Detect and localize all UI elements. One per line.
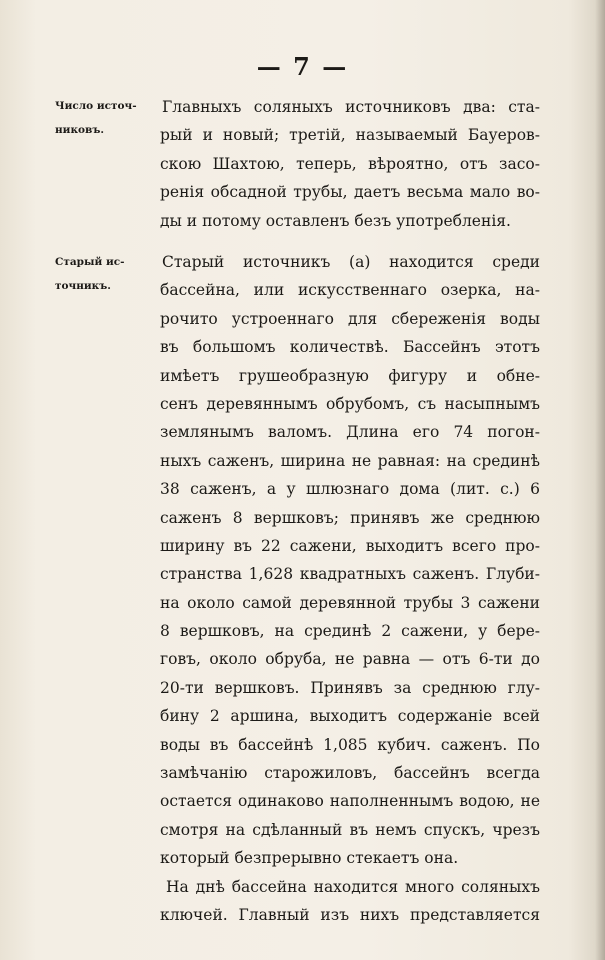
text-line: ширину въ 22 сажени, выходитъ всего про-: [160, 536, 540, 555]
text-line: странства 1,628 квадратныхъ саженъ. Глуби-: [160, 565, 540, 584]
margin-note-number-of-springs: [55, 94, 150, 142]
text-line: ныхъ саженъ, ширина не равная: на срединѣ: [160, 451, 540, 470]
margin-note-line: Число источ-: [55, 100, 137, 112]
text-line: въ большомъ количествѣ. Бассейнъ этотъ: [160, 338, 540, 357]
page-edge-shadow: [595, 0, 605, 960]
text-line: бину 2 аршина, выходитъ содержаніе всей: [160, 707, 540, 726]
text-line: ключей. Главный изъ нихъ представляется: [160, 905, 540, 924]
text-line: На днѣ бассейна находится много соляныхъ: [166, 877, 540, 896]
text-line: Главныхъ соляныхъ источниковъ два: ста-: [162, 98, 540, 116]
margin-note-line: никовъ.: [55, 124, 105, 136]
paragraph-old-spring: [160, 248, 540, 929]
text-line: скою Шахтою, теперь, вѣроятно, отъ засо-: [160, 154, 540, 173]
paragraph-main-springs: [160, 93, 540, 235]
margin-note-line: точникъ.: [55, 280, 111, 292]
text-line: 38 саженъ, а у шлюзнаго дома (лит. с.) 6: [160, 480, 540, 499]
text-line: ренія обсадной трубы, даетъ весьма мало во-: [160, 183, 540, 202]
text-line: ды и потому оставленъ безъ употребленія.: [160, 211, 511, 230]
text-line: сенъ деревяннымъ обрубомъ, съ насыпнымъ: [160, 394, 540, 413]
text-line: бассейна, или искусственнаго озерка, на-: [160, 281, 540, 300]
page-number: — 7 —: [256, 52, 349, 81]
margin-note-old-spring: [55, 250, 150, 298]
text-line: смотря на сдѣланный въ немъ спускъ, чрезъ: [160, 820, 540, 839]
text-line: воды въ бассейнѣ 1,085 кубич. саженъ. По: [160, 735, 540, 754]
text-line: замѣчанію старожиловъ, бассейнъ всегда: [160, 764, 540, 783]
text-line: рый и новый; третій, называемый Бауеров-: [160, 126, 540, 145]
text-line: землянымъ валомъ. Длина его 74 погон-: [160, 423, 540, 442]
text-line: который безпрерывно стекаетъ она.: [160, 849, 459, 868]
text-line: рочито устроеннаго для сбереженія воды: [160, 309, 540, 328]
text-line: саженъ 8 вершковъ; принявъ же среднюю: [160, 508, 540, 527]
text-line: 8 вершковъ, на срединѣ 2 сажени, у бере-: [160, 622, 540, 641]
text-line: имѣетъ грушеобразную фигуру и обне-: [160, 366, 540, 385]
text-line: на около самой деревянной трубы 3 сажени: [160, 593, 540, 612]
text-line: 20-ти вершковъ. Принявъ за среднюю глу-: [160, 678, 540, 697]
margin-note-line: Старый ис-: [55, 256, 125, 268]
text-line: Старый источникъ (а) находится среди: [162, 253, 540, 271]
text-line: говъ, около обруба, не равна — отъ 6-ти до: [160, 650, 540, 669]
text-line: остается одинаково наполненнымъ водою, не: [160, 792, 540, 811]
